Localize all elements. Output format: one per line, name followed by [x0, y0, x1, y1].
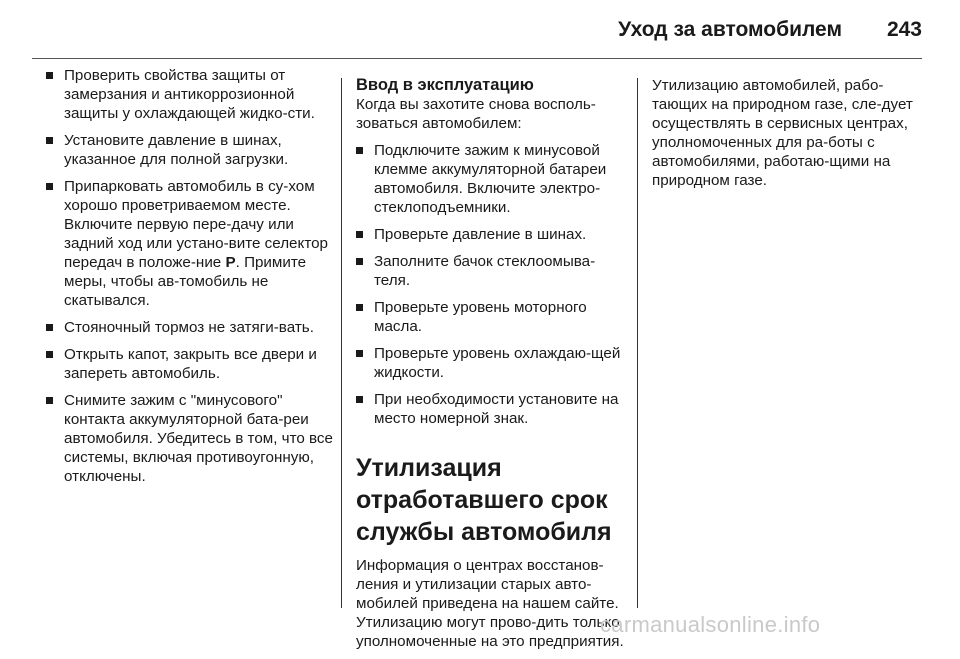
- column-divider-2: [637, 78, 638, 608]
- list-item-text: Припарковать автомобиль в су-хом хорошо проветриваемом месте. Включите первую пере-дачу или задний ход или устано-вите селектор передач в положе-ние: [64, 178, 328, 271]
- header-title: Уход за автомобилем: [618, 18, 842, 41]
- section-title-disposal: Утилизация отработавшего срок службы автомобиля: [356, 454, 612, 546]
- list-item: Проверить свойства защиты от замерзания и антикоррозионной защиты у охлаждающей жидко-сти.: [46, 66, 336, 123]
- gear-letter: P: [225, 254, 236, 271]
- list-item: [46, 177, 336, 310]
- list-item: При необходимости установите на место номерной знак.: [356, 390, 628, 428]
- list-item: Проверьте уровень моторного масла.: [356, 298, 628, 336]
- paragraph-gas-vehicles: Утилизацию автомобилей, рабо-тающих на природном газе, сле-дует осуществлять в сервисных центрах, уполномоченных для ра-боты с автомобилями, работаю-щими на природном газе.: [652, 77, 913, 189]
- header-divider: [32, 58, 922, 59]
- list-item-text-tail: . Примите меры, чтобы ав-томобиль не скатывался.: [64, 254, 307, 309]
- list-item: Подключите зажим к минусовой клемме аккумуляторной батареи автомобиля. Включите электро-стеклоподъемники.: [356, 141, 628, 217]
- storage-steps-list: [46, 66, 336, 486]
- recommissioning-steps-list: [356, 141, 628, 428]
- column-storage: [46, 66, 336, 494]
- page-number: 243: [886, 18, 922, 41]
- column-divider-1: [341, 78, 342, 608]
- list-item: Стояночный тормоз не затяги-вать.: [46, 318, 336, 337]
- section-text-disposal: Информация о центрах восстанов-ления и утилизации старых авто-мобилей приведена на нашем сайте. Утилизацию могут прово-дить только уполномоченные на это предприятия.: [356, 557, 624, 650]
- page-header: [0, 0, 960, 60]
- list-item: Открыть капот, закрыть все двери и запереть автомобиль.: [46, 345, 336, 383]
- watermark: carmanualsonline.info: [600, 612, 821, 637]
- column-gas-vehicles: [652, 76, 922, 198]
- list-item: Снимите зажим с "минусового" контакта аккумуляторной бата-реи автомобиля. Убедитесь в том, что все системы, включая противоугонную, отключены.: [46, 391, 336, 486]
- list-item: Проверьте давление в шинах.: [356, 225, 628, 244]
- list-item: Проверьте уровень охлаждаю-щей жидкости.: [356, 344, 628, 382]
- list-item: Установите давление в шинах, указанное для полной загрузки.: [46, 131, 336, 169]
- section-intro: Когда вы захотите снова восполь-зоваться автомобилем:: [356, 96, 596, 132]
- section-heading-recommissioning: Ввод в эксплуатацию: [356, 76, 534, 94]
- column-recommissioning: [356, 76, 628, 659]
- list-item: Заполните бачок стеклоомыва-теля.: [356, 252, 628, 290]
